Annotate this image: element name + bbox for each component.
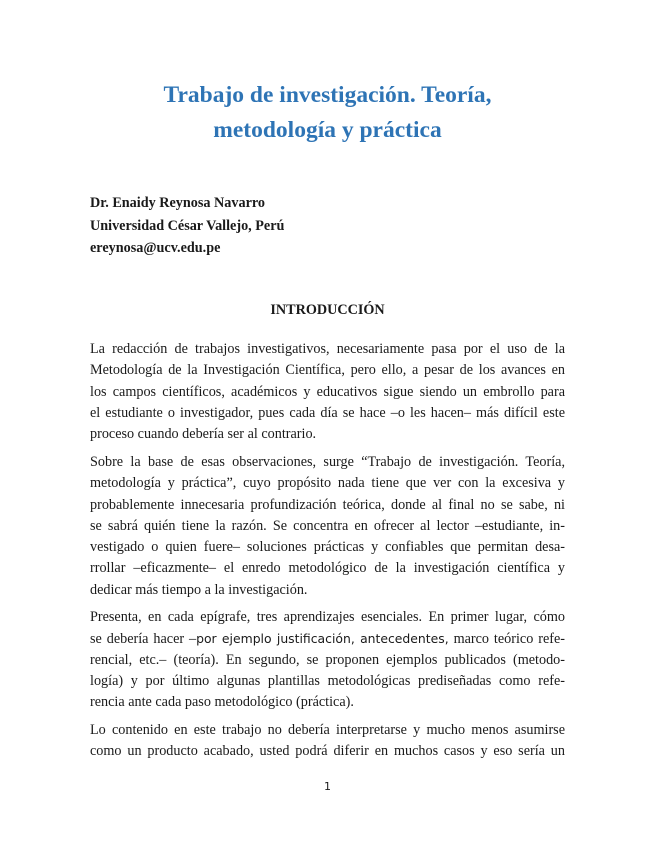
text-run: marco teórico refe-	[448, 631, 565, 648]
paragraph-3	[90, 607, 565, 713]
paragraph-line: rencial, etc.– (teoría). En segundo, se proponen ejemplos publicados (metodo-	[90, 651, 565, 668]
paragraph-line: Presenta, en cada epígrafe, tres aprendizajes esenciales. En primer lugar, cómo	[90, 609, 565, 625]
paragraph-line: Lo contenido en este trabajo no debería interpretarse y mucho menos asumirse	[90, 722, 565, 738]
paragraph-line	[90, 628, 565, 649]
section-heading: INTRODUCCIÓN	[270, 302, 385, 318]
author-email: ereynosa@ucv.edu.pe	[90, 240, 221, 256]
paragraph-line: logía) y por último algunas plantillas metodológicas prediseñadas como refe-	[90, 672, 565, 689]
paragraph-line: se sabrá quién tiene la razón. Se concentra en ofrecer al lector –estudiante, in-	[90, 517, 565, 534]
text-run-alt-font: por ejemplo justificación, antecedentes,	[196, 631, 449, 647]
paragraph-line: el estudiante o investigador, pues cada día se hace –o les hacen– más difícil este	[90, 404, 565, 421]
paragraph-line: rencia ante cada paso metodológico (práctica).	[90, 694, 354, 711]
paragraph-line: rrollar –eficazmente– el enredo metodológico de la investigación científica y	[90, 560, 565, 577]
paragraph-4	[90, 720, 565, 763]
paragraph-line: los campos científicos, académicos y educativos sigue siendo un embrollo para	[90, 383, 565, 400]
paragraph-1	[90, 339, 565, 445]
author-block	[90, 192, 284, 260]
author-name: Dr. Enaidy Reynosa Navarro	[90, 195, 265, 211]
paragraph-line: dedicar más tiempo a la investigación.	[90, 581, 308, 598]
paragraph-line: como un producto acabado, usted podrá diferir en muchos casos y eso sería un	[90, 743, 565, 760]
paragraph-line: Sobre la base de esas observaciones, surge “Trabajo de investigación. Teoría,	[90, 454, 565, 470]
page-number: 1	[324, 780, 331, 793]
document-title	[60, 78, 595, 148]
author-affiliation: Universidad César Vallejo, Perú	[90, 217, 285, 234]
paragraph-line: vestigado o quien fuere– soluciones prácticas y confiables que permitan desa-	[90, 539, 565, 556]
paragraph-line: Metodología de la Investigación Científica, pero ello, a pesar de los avances en	[90, 362, 565, 379]
paragraph-line: probablemente innecesaria profundización teórica, donde al final no se sabe, ni	[90, 496, 565, 513]
paragraph-2	[90, 452, 565, 601]
paragraph-line: proceso cuando debería ser al contrario.	[90, 426, 317, 443]
paragraph-line: metodología y práctica”, cuyo propósito nada tiene que ver con la excesiva y	[90, 475, 565, 492]
text-run: se debería hacer –	[90, 631, 197, 648]
paragraph-line: La redacción de trabajos investigativos, necesariamente pasa por el uso de la	[90, 341, 565, 357]
title-line: metodología y práctica	[213, 117, 442, 143]
title-line: Trabajo de investigación. Teoría,	[163, 82, 492, 108]
